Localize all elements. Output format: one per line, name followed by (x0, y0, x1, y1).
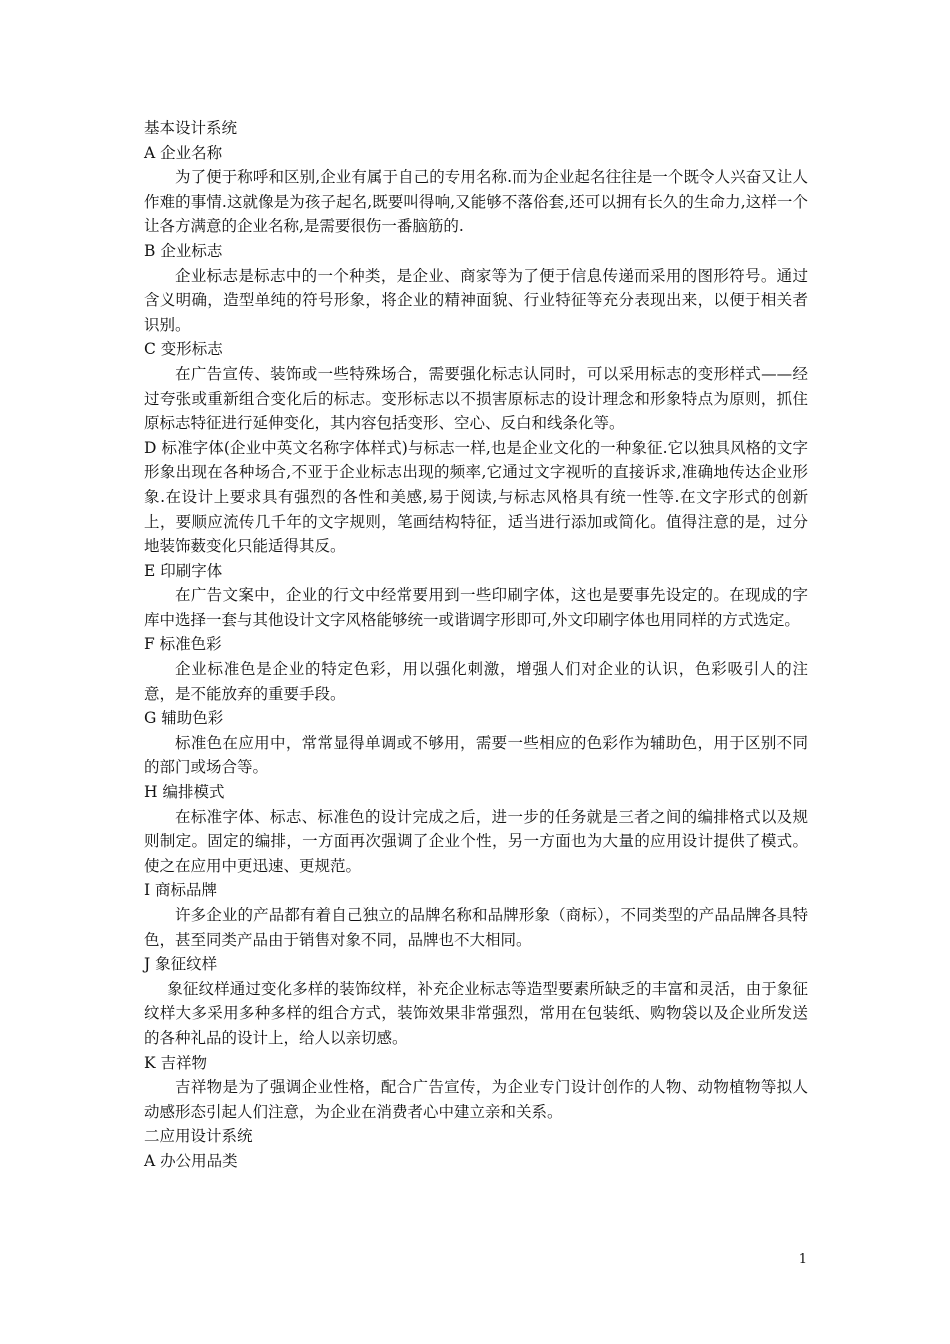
section-body-d: D 标准字体(企业中英文名称字体样式)与标志一样,也是企业文化的一种象征.它以独具风格的文字形象出现在各种场合,不亚于企业标志出现的频率,它通过文字视听的直接诉求,准确地传达企业形象.在设计上要求具有强烈的各性和美感,易于阅读,与标志风格具有统一性等.在文字形式的创新上，要顺应流传几千年的文字规则，笔画结构特征，适当进行添加或简化。值得注意的是，过分地装饰薮变化只能适得其反。 (144, 438, 808, 556)
section-body-a: 为了便于称呼和区别,企业有属于自己的专用名称.而为企业起名往往是一个既令人兴奋又让人作难的事情.这就像是为孩子起名,既要叫得响,又能够不落俗套,还可以拥有长久的生命力,这样一个让各方满意的企业名称,是需要很伤一番脑筋的. (144, 168, 808, 236)
document-body (144, 116, 808, 1174)
section-body-h: 在标准字体、标志、标准色的设计完成之后，进一步的任务就是三者之间的编排格式以及规则制定。固定的编排，一方面再次强调了企业个性，另一方面也为大量的应用设计提供了模式。使之在应用中更迅速、更规范。 (144, 807, 808, 875)
document-subtitle: 二应用设计系统 (144, 1127, 253, 1146)
last-section-heading: A 办公用品类 (144, 1151, 238, 1170)
section-heading-j: J 象征纹样 (144, 955, 218, 974)
section-heading-a: A 企业名称 (144, 143, 223, 162)
section-heading-g: G 辅助色彩 (144, 709, 224, 728)
section-body-g: 标准色在应用中，常常显得单调或不够用，需要一些相应的色彩作为辅助色，用于区别不同的部门或场合等。 (144, 733, 808, 777)
page-number: 1 (798, 1252, 807, 1267)
section-body-b: 企业标志是标志中的一个种类，是企业、商家等为了便于信息传递而采用的图形符号。通过含义明确，造型单纯的符号形象，将企业的精神面貌、行业特征等充分表现出来，以便于相关者识别。 (144, 266, 808, 334)
section-heading-k: K 吉祥物 (144, 1053, 208, 1072)
section-heading-e: E 印刷字体 (144, 561, 223, 580)
section-heading-c: C 变形标志 (144, 340, 223, 359)
section-heading-b: B 企业标志 (144, 241, 223, 260)
section-heading-f: F 标准色彩 (144, 635, 222, 654)
section-body-k: 吉祥物是为了强调企业性格，配合广告宣传，为企业专门设计创作的人物、动物植物等拟人动感形态引起人们注意，为企业在消费者心中建立亲和关系。 (144, 1078, 808, 1121)
section-body-f: 企业标准色是企业的特定色彩，用以强化刺激，增强人们对企业的认识，色彩吸引人的注意，是不能放弃的重要手段。 (144, 660, 808, 703)
section-body-j: 象征纹样通过变化多样的装饰纹样，补充企业标志等造型要素所缺乏的丰富和灵活，由于象征纹样大多采用多种多样的组合方式，装饰效果非常强烈，常用在包装纸、购物袋以及企业所发送的各种礼品的设计上，给人以亲切感。 (144, 979, 808, 1047)
section-body-i: 许多企业的产品都有着自己独立的品牌名称和品牌形象（商标），不同类型的产品品牌各具特色，甚至同类产品由于销售对象不同，品牌也不大相同。 (144, 906, 808, 949)
section-body-e: 在广告文案中，企业的行文中经常要用到一些印刷字体，这也是要事先设定的。在现成的字库中选择一套与其他设计文字风格能够统一或谐调字形即可,外文印刷字体也用同样的方式选定。 (144, 586, 808, 629)
section-heading-h: H 编排模式 (144, 783, 225, 802)
section-heading-i: I 商标品牌 (144, 881, 218, 900)
section-body-c: 在广告宣传、装饰或一些特殊场合，需要强化标志认同时，可以采用标志的变形样式——经过夸张或重新组合变化后的标志。变形标志以不损害原标志的设计理念和形象特点为原则，抓住原标志特征进行延伸变化，其内容包括变形、空心、反白和线条化等。 (144, 364, 808, 433)
document-title: 基本设计系统 (144, 119, 238, 137)
